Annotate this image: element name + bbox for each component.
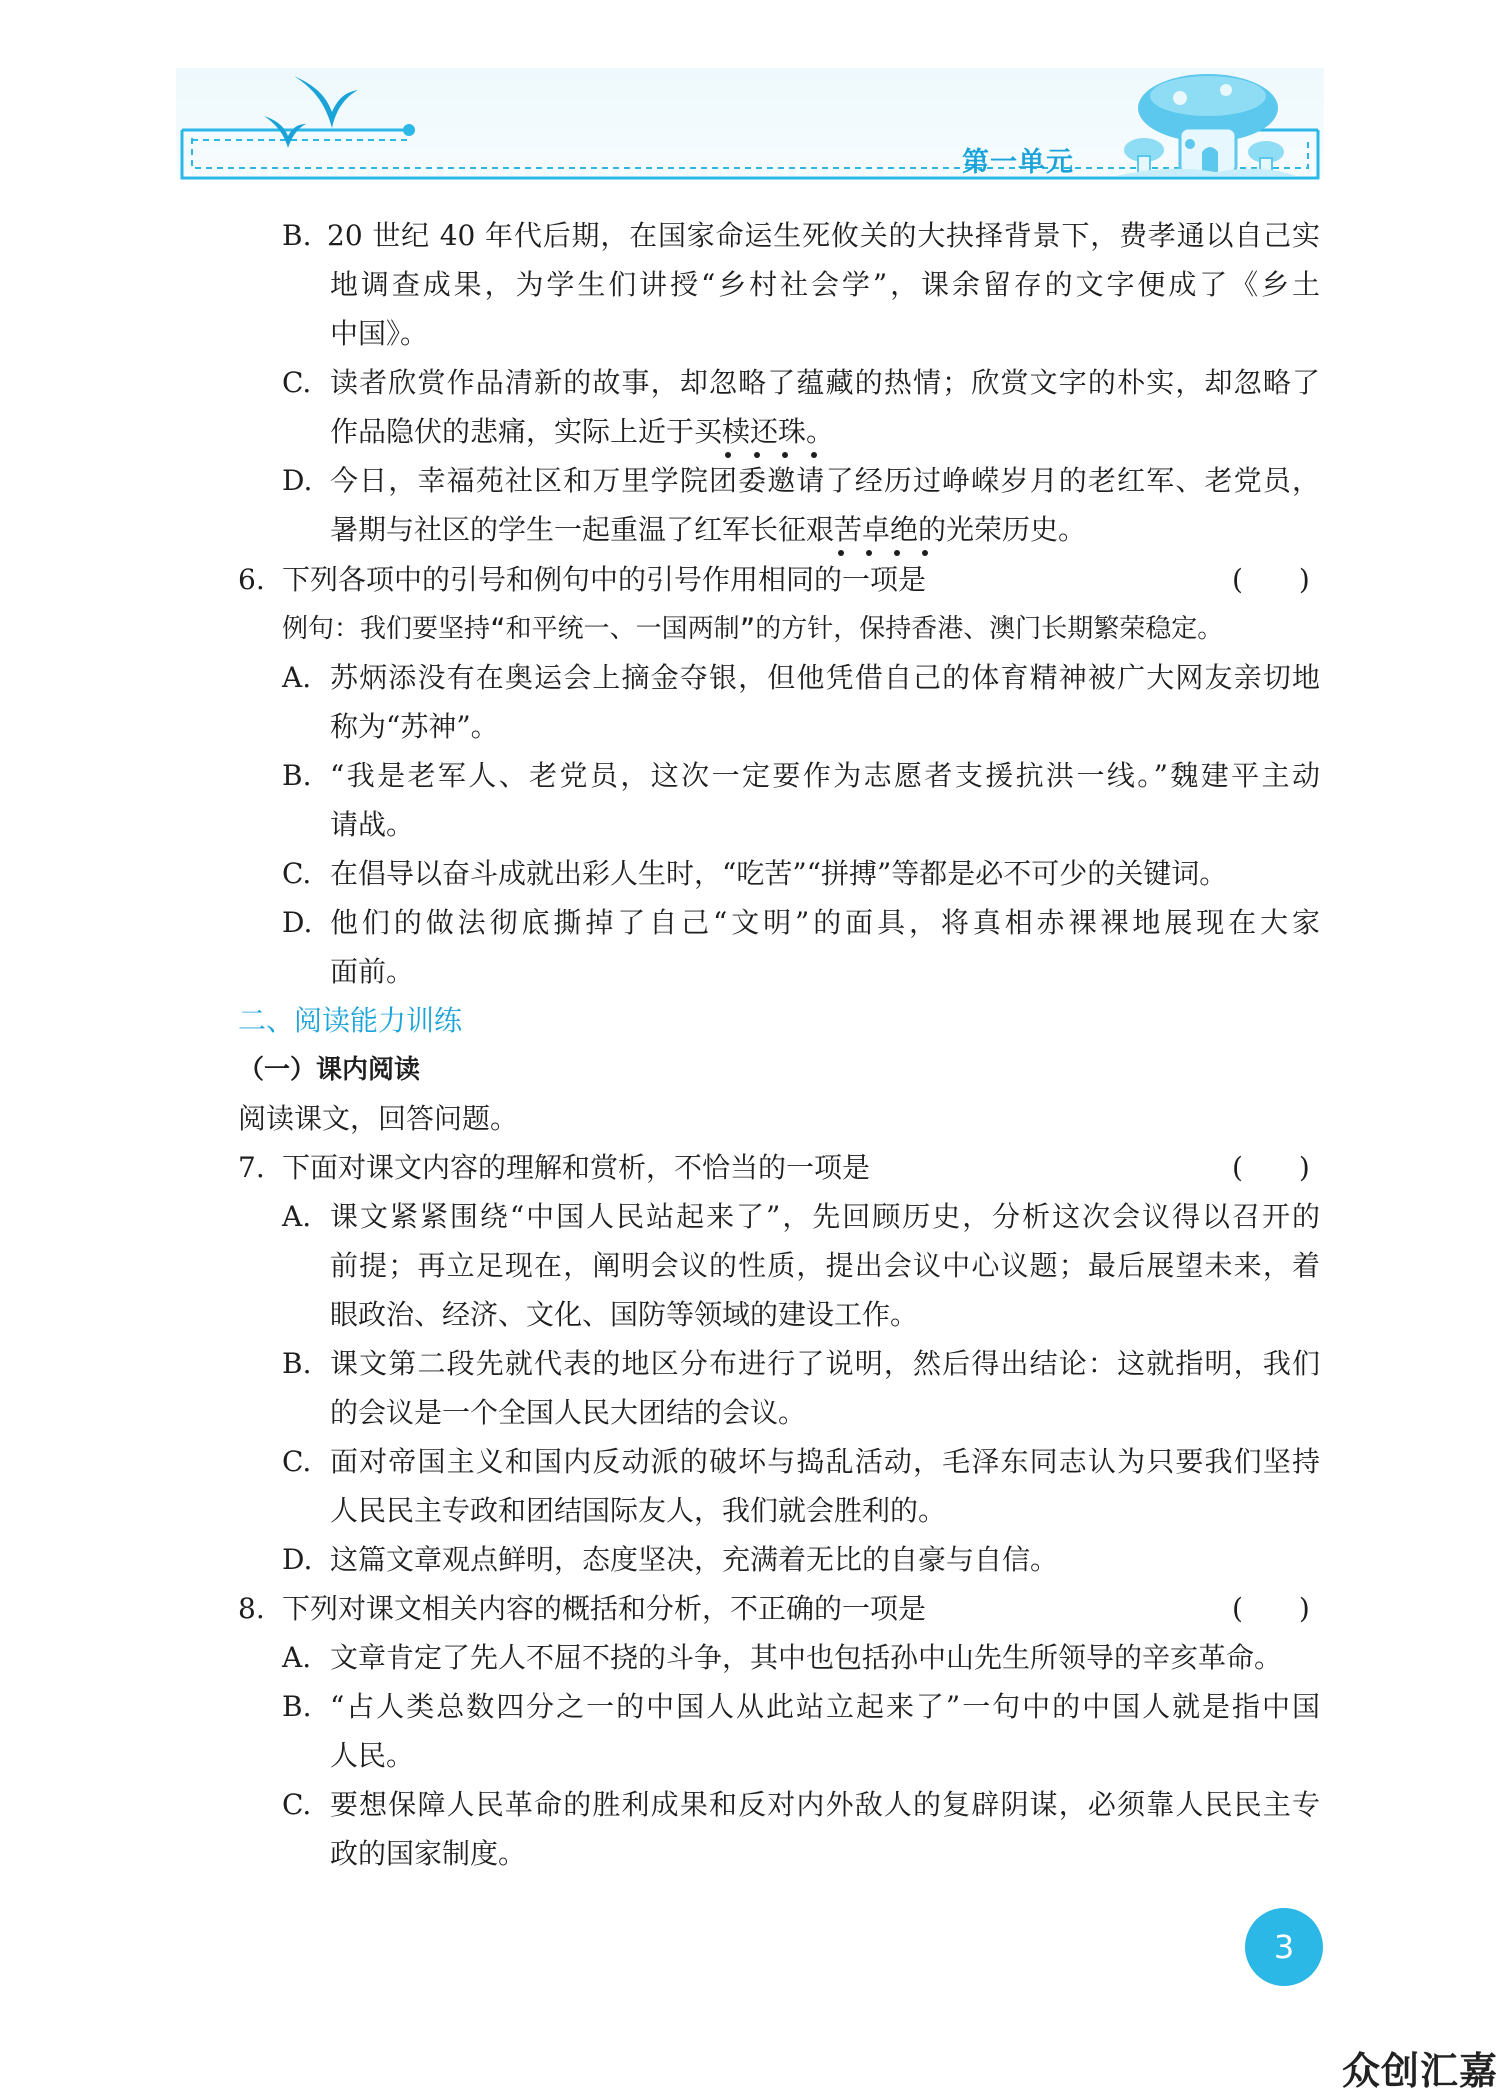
header-decoration [176,68,1324,186]
option-text: 要想保障人民革命的胜利成果和反对内外敌人的复辟阴谋，必须靠人民民主专 [330,1788,1320,1821]
option-text: 苏炳添没有在奥运会上摘金夺银，但他凭借自己的体育精神被广大网友亲切地 [330,661,1320,694]
option-label: C. [282,1788,312,1821]
option-text: “我是老军人、老党员，这次一定要作为志愿者支援抗洪一线。”魏建平主动 [330,759,1320,792]
option-text: 地调查成果，为学生们讲授“乡村社会学”，课余留存的文字便成了《乡土 [330,268,1320,301]
option-text: 20 世纪 40 年代后期，在国家命运生死攸关的大抉择背景下，费孝通以自己实 [327,219,1320,252]
mushroom-house-icon [1116,74,1296,176]
option-text: 今日，幸福苑社区和万里学院团委邀请了经历过峥嵘岁月的老红军、老党员， [330,464,1320,497]
emphasis-dot [725,452,731,458]
option-text: 课文紧紧围绕“中国人民站起来了”，先回顾历史，分析这次会议得以召开的 [330,1200,1320,1233]
option-text: 眼政治、经济、文化、国防等领域的建设工作。 [330,1298,919,1331]
option-text: 请战。 [330,808,415,841]
option-label: B. [282,759,312,792]
watermark-text: 众创汇嘉 [1342,2049,1499,2093]
option-text: 人民。 [330,1739,415,1772]
emphasis-dot [754,452,760,458]
question-number: 7. [238,1151,265,1184]
option-label: B. [282,219,312,252]
option-text: 这篇文章观点鲜明，态度坚决，充满着无比的自豪与自信。 [330,1543,1059,1576]
option-text: “占人类总数四分之一的中国人从此站立起来了”一句中的中国人就是指中国 [330,1690,1320,1723]
option-text: 中国》。 [330,317,429,350]
answer-blank[interactable]: ( ) [1232,563,1310,596]
emphasis-dot [811,452,817,458]
question-stem: 下列各项中的引号和例句中的引号作用相同的一项是 [282,563,927,596]
option-text: 课文第二段先就代表的地区分布进行了说明，然后得出结论：这就指明，我们 [330,1347,1320,1380]
unit-header [176,68,1324,186]
option-text: 的会议是一个全国人民大团结的会议。 [330,1396,807,1429]
option-text: 政的国家制度。 [330,1837,527,1870]
bird-icon [264,76,358,148]
emphasis-dot [894,550,900,556]
emphasis-dot [838,550,844,556]
option-text: 人民民主专政和团结国际友人，我们就会胜利的。 [330,1494,947,1527]
question-stem: 下列对课文相关内容的概括和分析，不正确的一项是 [282,1592,927,1625]
answer-blank[interactable]: ( ) [1232,1592,1310,1625]
option-label: D. [282,464,313,497]
option-label: C. [282,857,312,890]
option-text: 文章肯定了先人不屈不挠的斗争，其中也包括孙中山先生所领导的辛亥革命。 [330,1641,1283,1674]
option-text: 在倡导以奋斗成就出彩人生时，“吃苦”“拼搏”等都是必不可少的关键词。 [330,857,1228,890]
option-label: D. [282,906,313,939]
option-text: 暑期与社区的学生一起重温了红军长征艰苦卓绝的光荣历史。 [330,513,1087,546]
emphasis-dot [866,550,872,556]
option-label: B. [282,1347,312,1380]
section-subtitle: （一）课内阅读 [238,1055,421,1085]
reading-instruction: 阅读课文，回答问题。 [238,1102,519,1135]
option-text: 作品隐伏的悲痛，实际上近于买椟还珠。 [330,415,835,448]
example-sentence: 例句：我们要坚持“和平统一、一国两制”的方针，保持香港、澳门长期繁荣稳定。 [282,614,1224,644]
option-text: 读者欣赏作品清新的故事，却忽略了蕴藏的热情；欣赏文字的朴实，却忽略了 [330,366,1320,399]
option-text: 他们的做法彻底撕掉了自己“文明”的面具，将真相赤裸裸地展现在大家 [330,906,1320,939]
emphasis-dot [782,452,788,458]
option-text: 称为“苏神”。 [330,710,499,743]
page-number-badge: 3 [1245,1908,1323,1986]
unit-title: 第一单元 [962,147,1074,178]
question-stem: 下面对课文内容的理解和赏析，不恰当的一项是 [282,1151,871,1184]
option-label: A. [282,1641,312,1674]
option-label: C. [282,366,312,399]
answer-blank[interactable]: ( ) [1232,1151,1310,1184]
option-text: 前提；再立足现在，阐明会议的性质，提出会议中心议题；最后展望未来，着 [330,1249,1320,1282]
option-label: A. [282,661,312,694]
option-label: C. [282,1445,312,1478]
option-label: A. [282,1200,312,1233]
option-label: B. [282,1690,312,1723]
question-number: 8. [238,1592,265,1625]
option-text: 面前。 [330,955,415,988]
section-title: 二、阅读能力训练 [238,1004,463,1037]
question-number: 6. [238,563,265,596]
option-label: D. [282,1543,313,1576]
emphasis-dot [922,550,928,556]
option-text: 面对帝国主义和国内反动派的破坏与捣乱活动，毛泽东同志认为只要我们坚持 [330,1445,1320,1478]
